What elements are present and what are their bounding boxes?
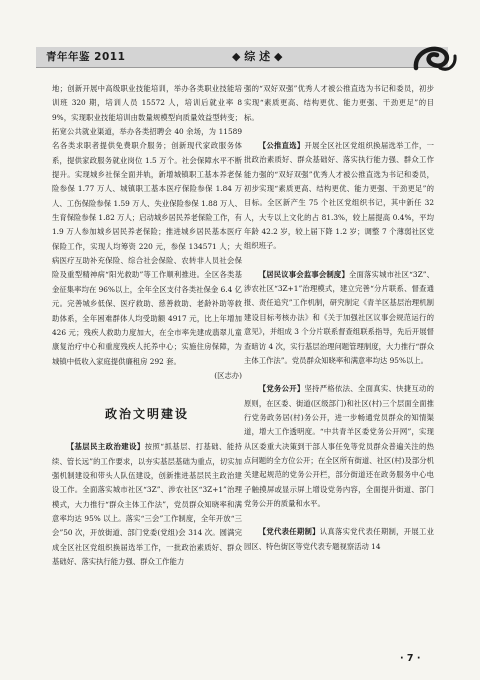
page-number: · 7 · bbox=[400, 653, 421, 664]
subsection-title: 【党代表任期制】 bbox=[258, 527, 320, 537]
subsection-body: 全面落实城市社区“3Z”、涉农社区“3Z+1”治理模式，建立完善“分片联系、督查通报、责任追究”工作机制，研究制定《青羊区基层治理机制建设目标考核办法》和《关于加强社区议事会规范运行的意见》，并组成 3 个分片联系督查组联系指导，先后开展督查暗访 4 次，实行基层治理问题管理制度，大力推行“群众主体工作法”。党员群众知晓率和满意率均达 95%以上。 bbox=[244, 269, 434, 365]
party-affairs-disclosure-paragraph bbox=[244, 382, 434, 511]
source-signature: (区志办) bbox=[214, 370, 242, 380]
grassroots-democracy-paragraph bbox=[52, 440, 242, 569]
subsection-title: 【公推直选】 bbox=[258, 141, 305, 151]
subsection-body: 开展全区社区党组织换届选举工作，一批政治素质好、群众基础好、落实执行能力强、群众工作能力强的“双好双强”优秀人才被公推直选为书记和委员，初步实现“素质更高、结构更优、能力更强、干劲更足”的目标。全区新产生 75 个社区党组织书记，其中新任 32 人，大专以上文化的占 81.3%，较上届提高 0.4%，平均年龄 42.2 岁，较上届下降 1.2 岁；调整 7 个薄弱社区党组织班子。 bbox=[244, 141, 434, 251]
section-title: 政治文明建设 bbox=[104, 407, 189, 422]
running-header bbox=[36, 47, 448, 68]
section-label: ◆ 综 述 ◆ bbox=[232, 50, 283, 63]
subsection-title: 【居民议事会监事会制度】 bbox=[258, 269, 349, 279]
employment-social-security-paragraph: 地；创新开展中高级职业技能培训，举办各类职业技能培训班 320 期，培训人员 15572 人，培训后就业率 89%，实现职业技能培训由数量规模型向质量效益型转变；拓宽公共就业渠道，举办各类招聘会 40 余场，为 11589 名各类求职者提供免费职介服务；创新现代家政服务体系，提供家政服务就业岗位 1.5 万个。社会保障水平不断提升。实现城乡社保全面并轨，新增城镇职工基本养老保险参保 1.77 万人、城镇职工基本医疗保险参保 1.84 万人、工伤保险参保 1.59 万人、失业保险参保 1.88 万人、生育保险参保 1.82 万人；启动城乡居民养老保险工作，有 1.9 万人参加城乡居民养老保险；推进城乡居民基本医疗保险工作，实现人均筹资 220 元，参保 134571 人；大病医疗互助补充保险、综合社会保险、农转非人员社会保险及重型精神病“阳光救助”等工作顺利推进。全区各类基金征集率均在 96%以上，全年全区支付各类社保金 6.4 亿元。完善城乡低保、医疗救助、慈善救助、老龄补助等救助体系，全年困难群体人均受助额 4917 元，比上年增加 426 元；残疾人救助力度加大，在全市率先建成翡翠儿童康复治疗中心和重度残疾人托养中心；实施住房保障，为城镇中低收入家庭提供廉租房 292 套。 bbox=[52, 84, 242, 366]
subsection-body: 按照“抓基层、打基础、能持续、管长远”的工作要求，以夯实基层基础为重点，切实加强机制建设和带头人队伍建设，创新推进基层民主政治建设工作。全面落实城市社区“3Z”、涉农社区“3Z+1”治理模式，大力推行“群众主体工作法”，党员群众知晓率和满意率均达 95% 以上。落实“三会”工作制度，全年开放“三会”50 次，开放街道、部门党委(党组)会 314 次。圆满完成全区社区党组织换届选举工作，一批政治素质好、群众基础好、落实执行能力强、群众工作能力 bbox=[52, 442, 242, 566]
subsection-title: 【基层民主政治建设】 bbox=[66, 442, 145, 452]
delegate-term-paragraph bbox=[244, 525, 434, 554]
subsection-body: 认真落实党代表任期制，开展工业园区、特色街区等党代表专题视察活动 14 bbox=[244, 527, 434, 551]
right-column bbox=[244, 82, 434, 554]
residents-council-paragraph bbox=[244, 268, 434, 368]
subsection-title: 【党务公开】 bbox=[258, 384, 305, 394]
yearbook-title: 青年年鉴 2011 bbox=[46, 51, 126, 63]
swirl-logo-icon bbox=[410, 38, 460, 78]
public-election-paragraph bbox=[244, 139, 434, 254]
subsection-body: 坚持严格依法、全面真实、快捷互动的原则，在区委、街道(区级部门)和社区(村)三个层面全面推行党务政务居(村)务公开，进一步畅通党员群众的知情渠道，增大工作透明度。“中共青羊区委党务公开网”，实现从区委重大决策到干部人事任免等党员群众普遍关注的热点问题的全方位公开；在全区所有街道、社区(村)及部分机关建起规范的党务公开栏，部分街道还在政务服务中心电子触摸屏或显示屏上增设党务内容，全面提升街道、部门党务公开的质量和水平。 bbox=[244, 384, 434, 508]
continued-paragraph: 强的“双好双强”优秀人才被公推直选为书记和委员，初步实现“素质更高、结构更优、能力更强、干劲更足”的目标。 bbox=[244, 84, 434, 122]
left-column bbox=[52, 82, 242, 569]
